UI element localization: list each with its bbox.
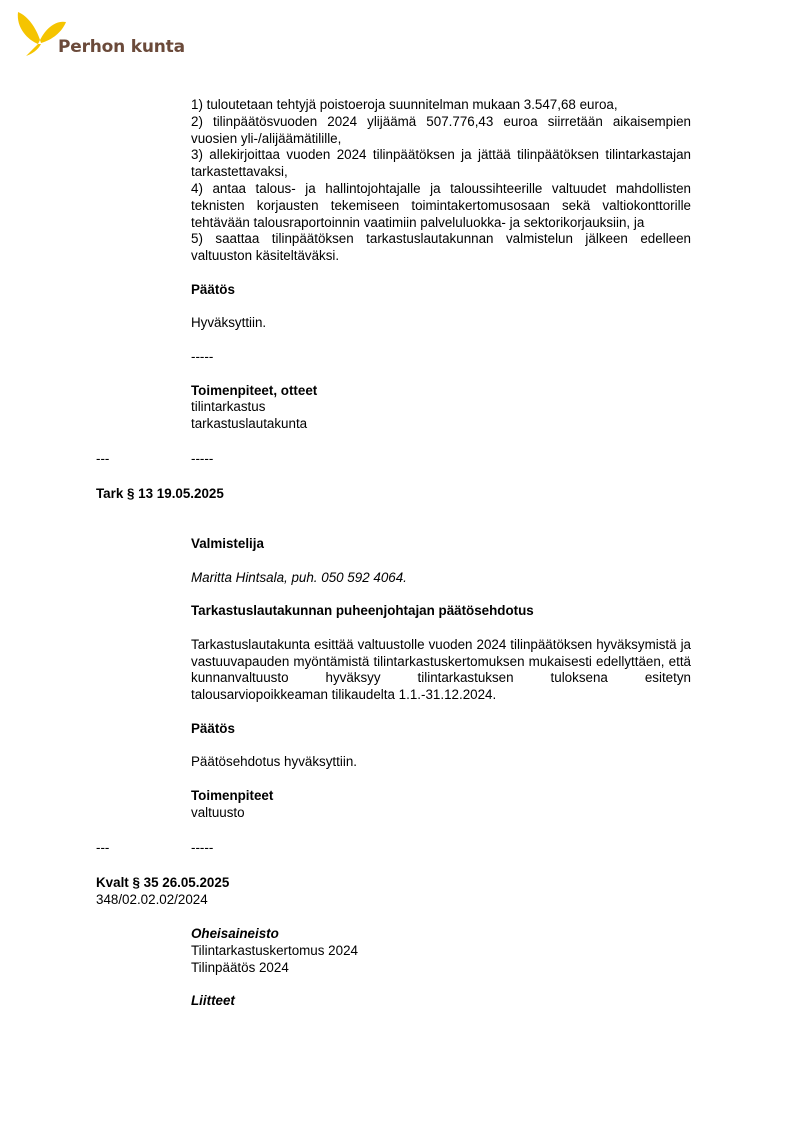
org-name: Perhon kunta [58, 37, 185, 57]
section-separator: ----- [191, 348, 214, 364]
tark-actions-heading: Toimenpiteet [191, 787, 274, 803]
logo [16, 10, 186, 60]
decision-item-1: 1) tuloutetaan tehtyjä poistoeroja suunnitelman mukaan 3.547,68 euroa, [191, 97, 618, 112]
tark-decision-heading: Päätös [191, 720, 235, 736]
kvalt-reference: Kvalt § 35 26.05.2025 [96, 875, 230, 890]
actions-heading: Toimenpiteet, otteet [191, 382, 318, 398]
decision-item-3: 3) allekirjoittaa vuoden 2024 tilinpäätöksen ja jättää tilinpäätöksen tilintarkastajan tarkastettavaksi, [191, 147, 691, 180]
kvalt-section [191, 926, 691, 1010]
separator-left: --- [96, 840, 110, 855]
separator-right: ----- [191, 840, 214, 855]
decision-item-5: 5) saattaa tilinpäätöksen tarkastuslautakunnan valmistelun jälkeen edelleen valtuuston käsiteltäväksi. [191, 231, 691, 264]
materials-heading: Oheisaineisto [191, 926, 279, 941]
proposal-text: Tarkastuslautakunta esittää valtuustolle vuoden 2024 tilinpäätöksen hyväksymistä ja vastuuvapauden myöntämistä tilintarkastuskertomuksen mukaisesti edellyttäen, että kunnanvaltuusto hyväksyy tilintarkastuksen tuloksena esitetyn talousarviopoikkeaman tilikaudelta 1.1.-31.12.2024. [191, 636, 691, 703]
decision-heading: Päätös [191, 281, 235, 297]
separator-left: --- [96, 451, 110, 466]
proposal-heading: Tarkastuslautakunnan puheenjohtajan päätösehdotus [191, 603, 534, 619]
material-item: Tilintarkastuskertomus 2024 [191, 942, 358, 958]
diary-number: 348/02.02.02/2024 [96, 892, 208, 907]
decision-text: Hyväksyttiin. [191, 315, 267, 331]
preparer-heading: Valmistelija [191, 536, 264, 551]
action-item: tilintarkastus [191, 399, 266, 415]
decision-item-2: 2) tilinpäätösvuoden 2024 ylijäämä 507.776,43 euroa siirretään aikaisempien vuosien yli-/alijäämätilille, [191, 113, 691, 146]
preparer-name: Maritta Hintsala, puh. 050 592 4064. [191, 569, 407, 585]
action-item: tarkastuslautakunta [191, 416, 308, 432]
tark-section [191, 536, 691, 822]
tark-action-item: valtuusto [191, 804, 245, 820]
decision-item-4: 4) antaa talous- ja hallintojohtajalle ja taloussihteerille valtuudet mahdollisten teknisten korjausten tekemiseen toimintakertomusosaan sekä valtiokonttorille tehtävään talousraportoinnin vaatimiin palveluluokka- ja sektorikorjauksiin, ja [191, 180, 691, 230]
material-item: Tilinpäätös 2024 [191, 959, 289, 975]
separator-right: ----- [191, 451, 214, 466]
attachments-heading: Liitteet [191, 993, 235, 1009]
tark-decision-text: Päätösehdotus hyväksyttiin. [191, 754, 357, 770]
document-body [191, 97, 691, 433]
tark-reference: Tark § 13 19.05.2025 [96, 486, 224, 501]
